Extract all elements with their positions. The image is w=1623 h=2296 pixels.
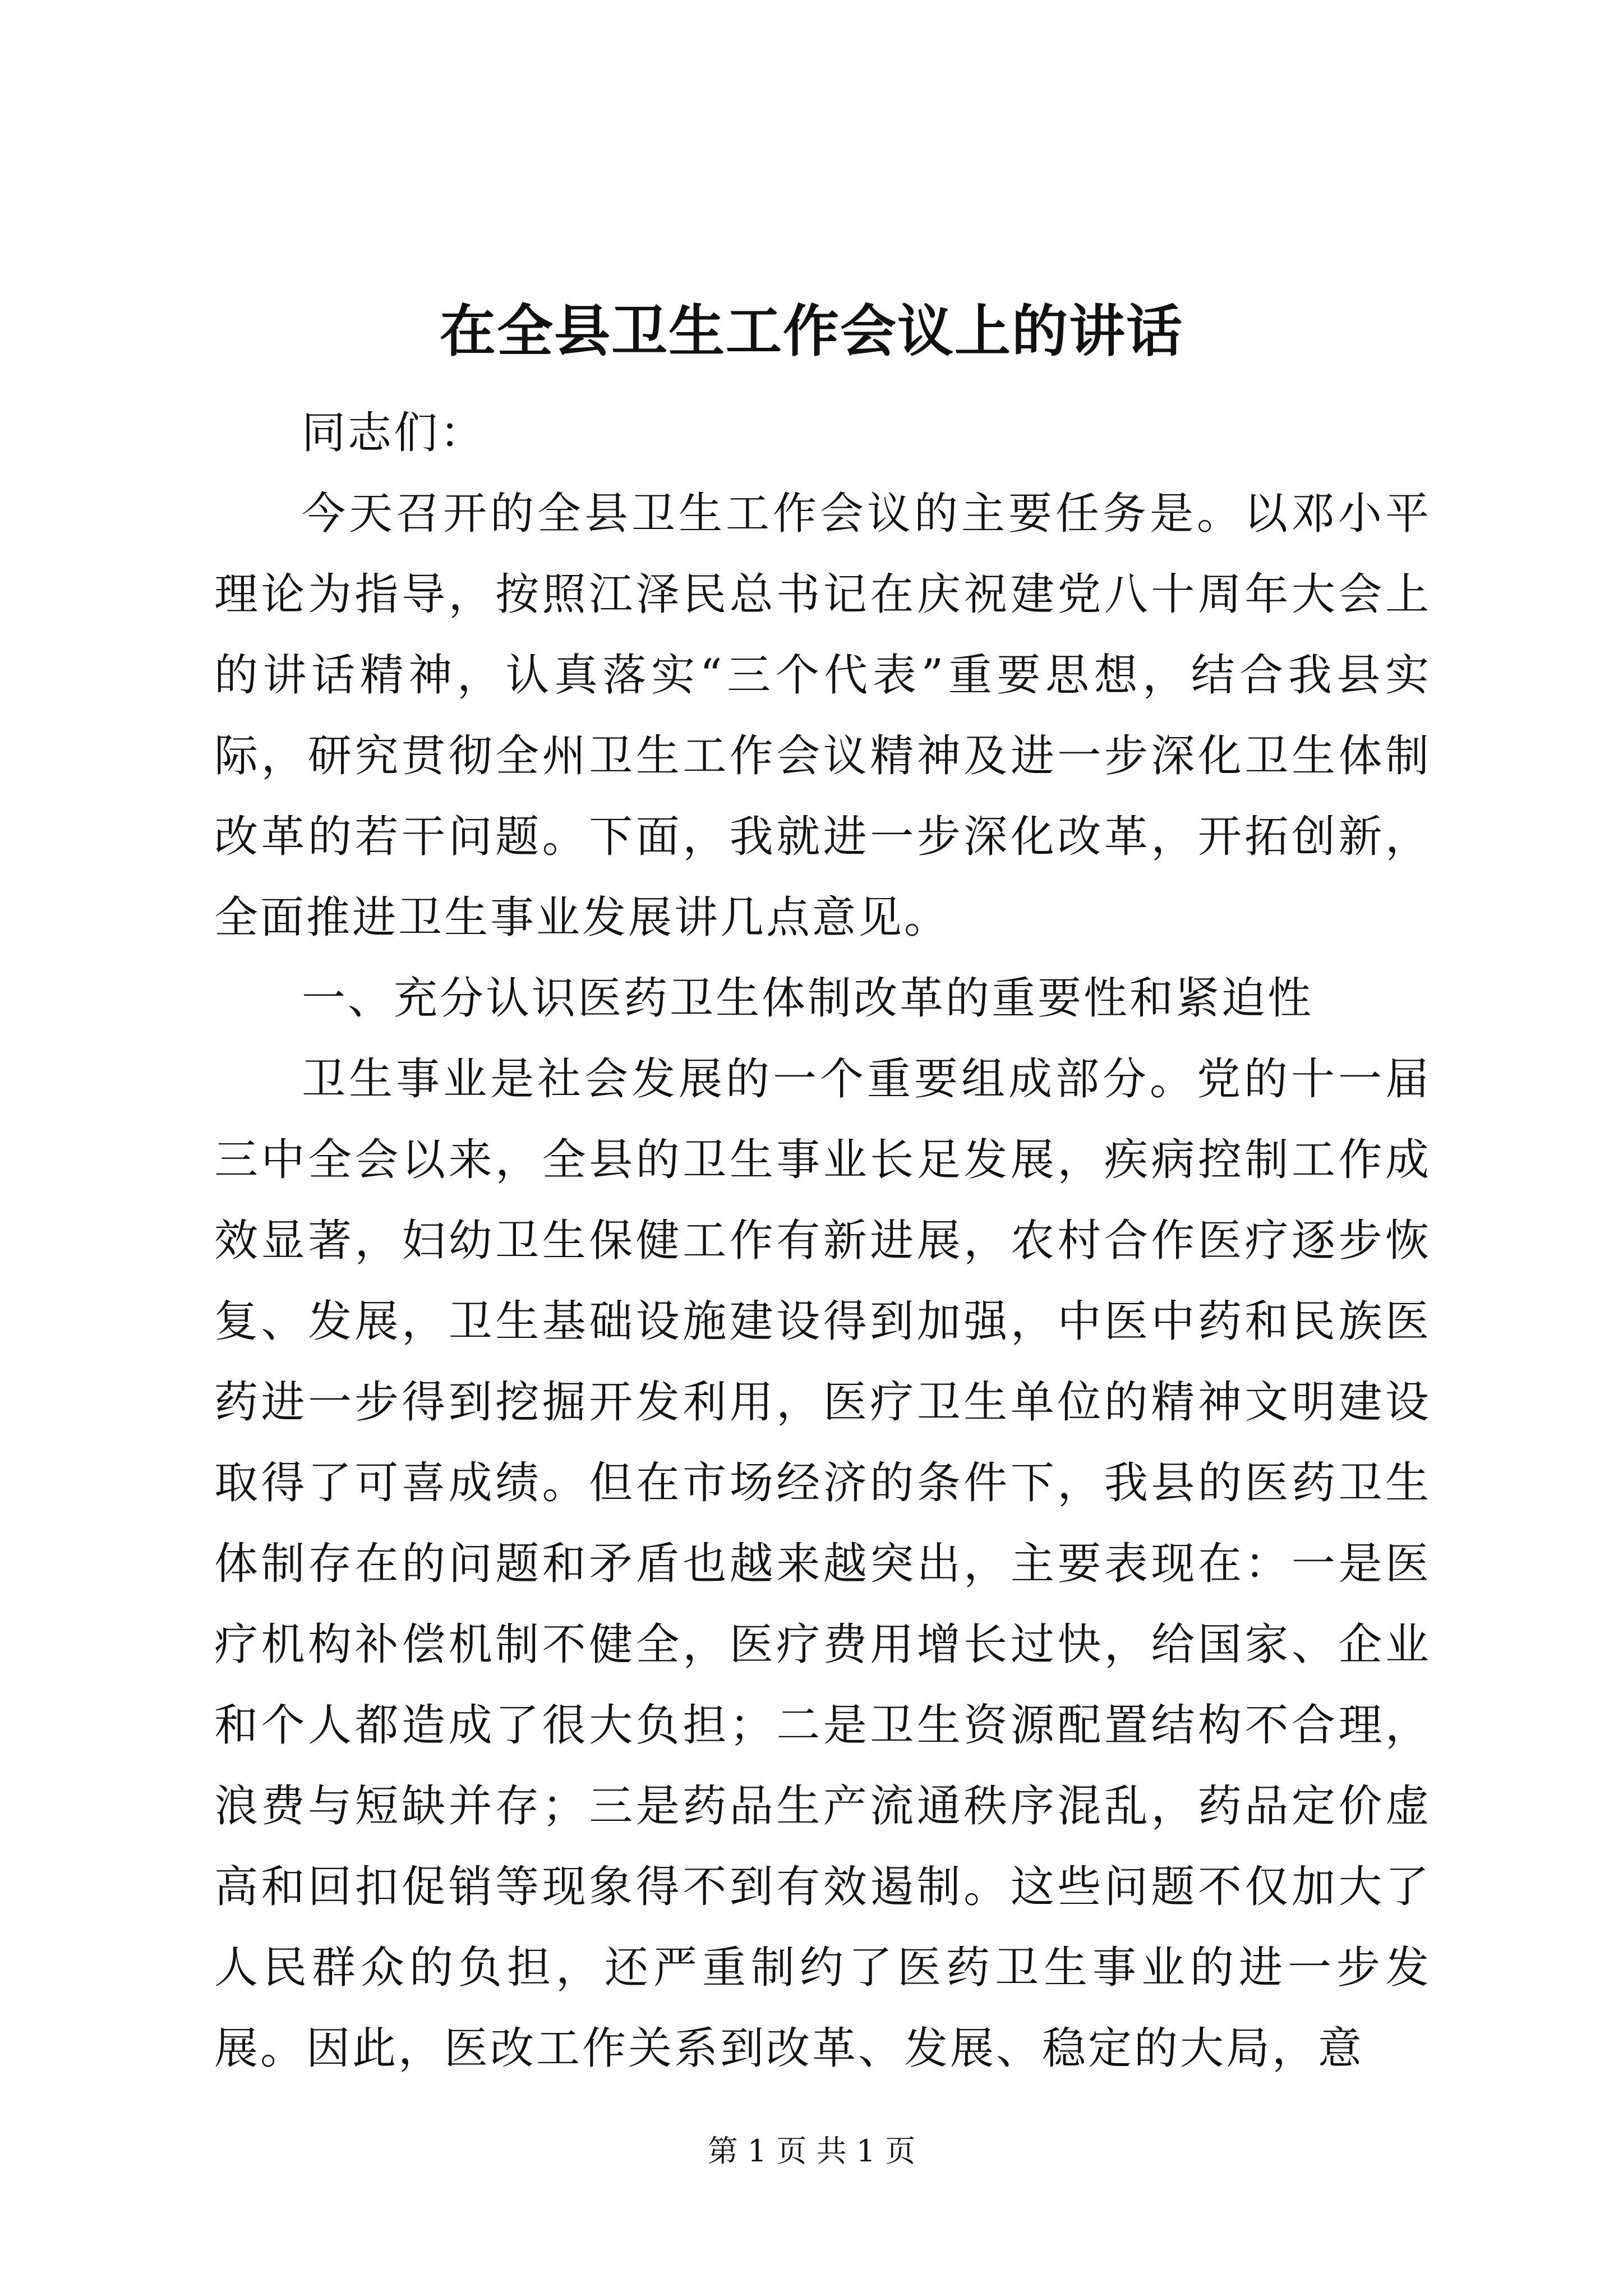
document-body [214,393,1431,2089]
salutation: 同志们： [302,408,486,458]
section-heading-1: 一、充分认识医药卫生体制改革的重要性和紧迫性 [302,973,1314,1024]
page-footer: 第 1 页 共 1 页 [707,2133,916,2169]
paragraph-intro: 今天召开的全县卫生工作会议的主要任务是。以邓小平理论为指导，按照江泽民总书记在庆祝建党八十周年大会上的讲话精神，认真落实“三个代表”重要思想，结合我县实际，研究贯彻全州卫生工作会议精神及进一步深化卫生体制改革的若干问题。下面，我就进一步深化改革，开拓创新，全面推进卫生事业发展讲几点意见。 [214,489,1431,943]
document-title: 在全县卫生工作会议上的讲话 [440,298,1183,364]
paragraph-section-1: 卫生事业是社会发展的一个重要组成部分。党的十一届三中全会以来，全县的卫生事业长足发展，疾病控制工作成效显著，妇幼卫生保健工作有新进展，农村合作医疗逐步恢复、发展，卫生基础设施建设得到加强，中医中药和民族医药进一步得到挖掘开发利用，医疗卫生单位的精神文明建设取得了可喜成绩。但在市场经济的条件下，我县的医药卫生体制存在的问题和矛盾也越来越突出，主要表现在：一是医疗机构补偿机制不健全，医疗费用增长过快，给国家、企业和个人都造成了很大负担；二是卫生资源配置结构不合理，浪费与短缺并存；三是药品生产流通秩序混乱，药品定价虚高和回扣促销等现象得不到有效遏制。这些问题不仅加大了人民群众的负担，还严重制约了医药卫生事业的进一步发展。因此，医改工作关系到改革、发展、稳定的大局，意 [214,1054,1431,2074]
